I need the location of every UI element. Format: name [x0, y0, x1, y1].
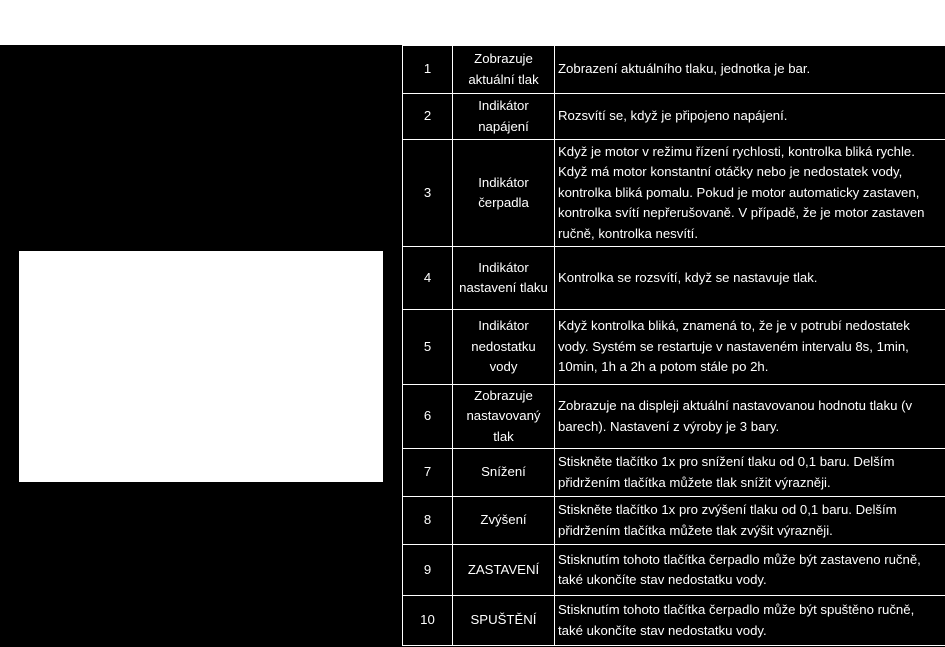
- row-description: Zobrazení aktuálního tlaku, jednotka je bar.: [555, 46, 945, 94]
- row-number: 8: [403, 497, 453, 545]
- control-legend-table: [402, 45, 945, 646]
- table-row: [403, 449, 945, 497]
- table-row: [403, 545, 945, 596]
- row-description: Stiskněte tlačítko 1x pro zvýšení tlaku od 0,1 baru. Delším přidržením tlačítka můžete tlak zvýšit výrazněji.: [555, 497, 945, 545]
- table-row: [403, 140, 945, 247]
- row-description: Kontrolka se rozsvítí, když se nastavuje tlak.: [555, 247, 945, 310]
- row-description: Stiskněte tlačítko 1x pro snížení tlaku od 0,1 baru. Delším přidržením tlačítka můžete tlak snížit výrazněji.: [555, 449, 945, 497]
- row-number: 9: [403, 545, 453, 596]
- row-name: Indikátor čerpadla: [453, 140, 555, 247]
- row-number: 10: [403, 596, 453, 646]
- row-name: SPUŠTĚNÍ: [453, 596, 555, 646]
- table-row: [403, 385, 945, 449]
- row-description: Stisknutím tohoto tlačítka čerpadlo může být zastaveno ručně, také ukončíte stav nedostatku vody.: [555, 545, 945, 596]
- row-number: 2: [403, 94, 453, 140]
- row-name: ZASTAVENÍ: [453, 545, 555, 596]
- row-name: Zobrazuje aktuální tlak: [453, 46, 555, 94]
- row-number: 1: [403, 46, 453, 94]
- table-row: [403, 310, 945, 385]
- row-name: Snížení: [453, 449, 555, 497]
- row-name: Indikátor nedostatku vody: [453, 310, 555, 385]
- row-description: Zobrazuje na displeji aktuální nastavovanou hodnotu tlaku (v barech). Nastavení z výroby je 3 bary.: [555, 385, 945, 449]
- table-row: [403, 94, 945, 140]
- row-name: Zvýšení: [453, 497, 555, 545]
- row-name: Indikátor napájení: [453, 94, 555, 140]
- row-number: 6: [403, 385, 453, 449]
- row-name: Indikátor nastavení tlaku: [453, 247, 555, 310]
- table-row: [403, 497, 945, 545]
- row-name: Zobrazuje nastavovaný tlak: [453, 385, 555, 449]
- table-row: [403, 247, 945, 310]
- row-description: Když kontrolka bliká, znamená to, že je v potrubí nedostatek vody. Systém se restartuje v nastaveném intervalu 8s, 1min, 10min, 1h a 2h a potom stále po 2h.: [555, 310, 945, 385]
- table-row: [403, 596, 945, 646]
- row-number: 7: [403, 449, 453, 497]
- row-number: 3: [403, 140, 453, 247]
- table-row: [403, 46, 945, 94]
- row-description: Když je motor v režimu řízení rychlosti, kontrolka bliká rychle. Když má motor konstantní otáčky nebo je nedostatek vody, kontrolka bliká pomalu. Pokud je motor automaticky zastaven, kontrolka svítí nepřerušovaně. V případě, že je motor zastaven ručně, kontrolka nesvítí.: [555, 140, 945, 247]
- row-number: 5: [403, 310, 453, 385]
- row-number: 4: [403, 247, 453, 310]
- control-panel-image: [19, 251, 383, 482]
- row-description: Stisknutím tohoto tlačítka čerpadlo může být spuštěno ručně, také ukončíte stav nedostatku vody.: [555, 596, 945, 646]
- row-description: Rozsvítí se, když je připojeno napájení.: [555, 94, 945, 140]
- control-panel-figure: [0, 45, 402, 647]
